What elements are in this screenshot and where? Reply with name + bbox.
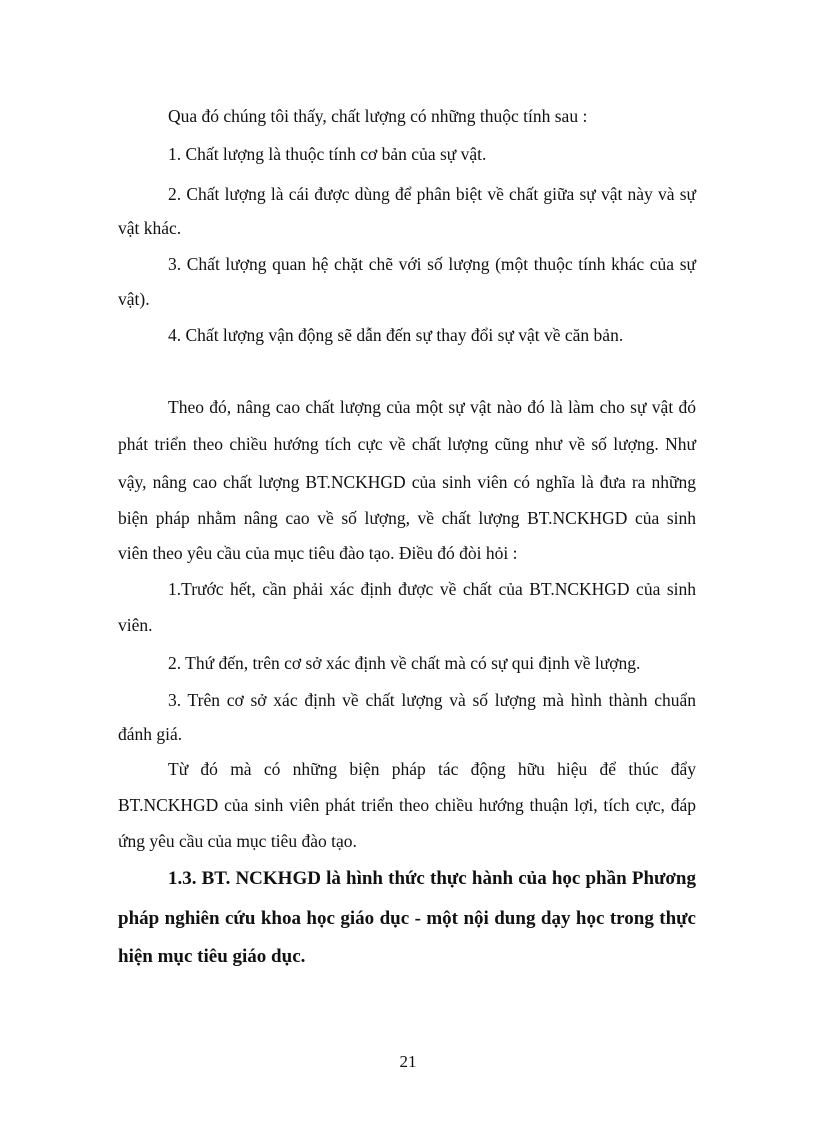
text-line: Theo đó, nâng cao chất lượng của một sự vật nào đó là làm cho sự vật đó xyxy=(168,397,696,417)
text-line: vật khác. xyxy=(118,218,182,238)
text-line: 2. Chất lượng là cái được dùng để phân biệt về chất giữa sự vật này và sự xyxy=(168,184,696,204)
text-line: viên theo yêu cầu của mục tiêu đào tạo. Điều đó đòi hỏi : xyxy=(118,543,518,563)
text-line: 3. Trên cơ sở xác định về chất lượng và số lượng mà hình thành chuẩn xyxy=(168,690,696,710)
text-line: phát triển theo chiều hướng tích cực về chất lượng cũng như về số lượng. Như xyxy=(118,434,696,454)
text-line: 1.Trước hết, cần phải xác định được về chất của BT.NCKHGD của sinh xyxy=(168,579,696,599)
text-line: vậy, nâng cao chất lượng BT.NCKHGD của sinh viên có nghĩa là đưa ra những xyxy=(118,472,696,492)
text-line: 2. Thứ đến, trên cơ sở xác định về chất mà có sự qui định về lượng. xyxy=(168,653,641,673)
section-heading: hiện mục tiêu giáo dục. xyxy=(118,946,306,967)
text-line: 4. Chất lượng vận động sẽ dẫn đến sự thay đổi sự vật về căn bản. xyxy=(168,325,624,345)
text-line: viên. xyxy=(118,615,153,635)
text-line: biện pháp nhằm nâng cao về số lượng, về chất lượng BT.NCKHGD của sinh xyxy=(118,508,696,528)
text-line: 3. Chất lượng quan hệ chặt chẽ với số lượng (một thuộc tính khác của sự xyxy=(168,254,696,274)
text-line: ứng yêu cầu của mục tiêu đào tạo. xyxy=(118,831,357,851)
text-line: Từ đó mà có những biện pháp tác động hữu hiệu để thúc đẩy xyxy=(168,759,696,779)
text-line: Qua đó chúng tôi thấy, chất lượng có những thuộc tính sau : xyxy=(168,106,588,126)
section-heading: 1.3. BT. NCKHGD là hình thức thực hành của học phần Phương xyxy=(168,868,696,889)
text-line: vật). xyxy=(118,289,150,309)
text-line: BT.NCKHGD của sinh viên phát triển theo chiều hướng thuận lợi, tích cực, đáp xyxy=(118,795,696,815)
page-number: 21 xyxy=(399,1052,417,1071)
section-heading: pháp nghiên cứu khoa học giáo dục - một nội dung dạy học trong thực xyxy=(118,908,696,929)
text-line: 1. Chất lượng là thuộc tính cơ bản của sự vật. xyxy=(168,144,487,164)
text-line: đánh giá. xyxy=(118,724,183,744)
